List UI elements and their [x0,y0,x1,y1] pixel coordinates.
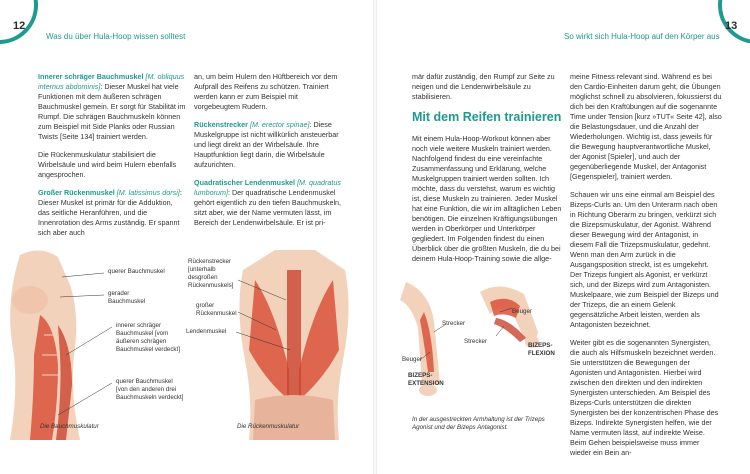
paragraph-text: : Dieser Muskel ist primär für die Adduktion, das seitliche Heranführen, und die Innenrotation des Arms zuständig. Er spannt sich aber auch [38,188,182,237]
term: Rückenstrecker [194,120,248,129]
right-page [376,0,750,474]
text-column-1 [412,72,562,272]
left-page [0,0,374,474]
paragraph: meine Fitness relevant sind. Während es bei den Cardio-Einheiten darum geht, die Übungen möglichst schnell zu absolvieren, fokussierst du dich bei den Kraftübungen auf die sogenannte Time under Tension [kurz »TUT« Seite 42], also die Belastungsdauer, und die Anzahl der Wiederholungen. Wichtig ist, dass jeweils für die Bewegung hauptverantwortliche Muskel, der Agonist [Spieler], und auch der gegenüberliegende Muskel, der Antagonist [Gegenspieler], trainiert werden. [570,72,722,181]
paragraph-text: : Diese Muskelgruppe ist nicht willkürlich ansteuerbar und liegt direkt an der Wirbelsäule. Ihre Hauptfunktion liegt darin, die Wirbelsäule aufzurichten. [194,120,339,169]
term: Großer Rückenmuskel [38,188,115,197]
latin-term: [M. quadratus lumborum] [194,178,342,197]
figure-label: Beuger [512,308,532,315]
latin-term: [M. obliquus internus abdominis] [38,72,185,91]
figure-label: BIZEPS-EXTENSION [408,372,444,387]
figure-caption: Die Bauchmuskulatur [40,423,99,430]
paragraph: Schauen wir uns eine einmal am Beispiel des Bizeps-Curls an. Um den Unterarm nach oben in Richtung Oberarm zu bringen, verkürzt sich die Bizepsmuskulatur, der Agonist. Während dieser Bewegung wird der Antagonist, in diesem Fall die Trizepsmuskulatur, gedehnt. Wenn man den Arm zurück in die Ausgangsposition streckt, ist es umgekehrt. Der Trizeps fungiert als Agonist, er verkürzt sich, und der Bizeps wird zum Antagonisten. Muskelpaare, wie zum Beispiel der Bizeps und der Trizeps, die an einem Gelenk gegensätzliche Arbeit leisten, werden als Antagonisten bezeichnet. [570,190,719,329]
paragraph: Weiter gibt es die sogenannten Synergisten, die auch als Hilfsmuskeln bezeichnet werden. Sie unterstützen die Bewegungen der Agonisten und Antagonisten. Hierbei wird zwischen den direkten und den indirekten Synergisten unterschieden. Am Beispiel des Bizeps-Curls unterstützen die direkten Synergisten bei der konzentrischen Phase des Bizeps. Indirekte Synergisten helfen, wie der Name vermuten lässt, auf indirekte Weise. Beim Gehen beispielsweise muss immer wieder ein Bein an- [570,338,719,457]
figure-label: Rückenstrecker [unterhalb desgroßen Rückenmuskels] [188,258,234,289]
page-number: 13 [725,20,738,32]
latin-term: [M. latissimus dorsi] [116,188,180,197]
paragraph: Die Rückenmuskulatur stabilisiert die Wirbelsäule und wird beim Hulern ebenfalls angesprochen. [38,150,177,179]
section-heading: Mit dem Reifen trainieren [412,110,562,124]
figure-label: querer Bauchmuskel [von den anderen drei Bauchmuskeln verdeckt] [116,378,184,401]
figure-label: querer Bauchmuskel [108,268,165,275]
running-header: So wirkt sich Hula-Hoop auf den Körper aus [564,32,720,41]
figure-label: Strecker [464,338,488,345]
text-column-2 [570,72,722,466]
figure-label: großer Rückenmuskel [196,302,237,317]
paragraph: mär dafür zuständig, den Rumpf zur Seite zu neigen und die Lendenwirbelsäule zu stabilisieren. [412,72,555,101]
latin-term: [M. erector spinae] [249,120,310,129]
leader-lines [0,0,374,474]
figure-label: Lendenmuskel [186,328,227,335]
figure-label: gerader Bauchmuskel [108,290,146,305]
paragraph-text: : Der quadratische Lendenmuskel gehört eigentlich zu den tiefen Bauchmuskeln, sitzt aber, wie der Name vermuten lässt, im Bereich der Lendenwirbelsäule. Er ist pri- [194,188,342,227]
paragraph-text: : Dieser Muskel hat viele Funktionen mit dem äußeren schrägen Bauchmuskel gemein. Er sorgt für Stabilität im Rumpf. Die schrägen Bauchmuskeln können zum Beispiel mit Side Planks oder Russian Twists [Seite 134] trainiert werden. [38,82,186,141]
running-header: Was du über Hula-Hoop wissen solltest [46,32,186,41]
term: Quadratischer Lendenmuskel [194,178,296,187]
term: Innerer schräger Bauchmuskel [38,72,144,81]
figure-label: innerer schräger Bauchmuskel [vom äußeren schrägen Bauchmuskel verdeckt] [116,322,180,353]
paragraph: Mit einem Hula-Hoop-Workout können aber noch viele weitere Muskeln trainiert werden. Nachfolgend findest du eine vereinfachte Zusammenfassung und Erklärung, welche Muskelgruppen trainiert werden sollten. Ich möchte, dass du verstehst, warum es wichtig ist, diese Muskeln zu trainieren. Jeder Muskel hat eine Funktion, die wir im alltäglichen Leben benötigen. Die einzelnen Kräftigungsübungen werden in Oberkörper und Unterkörper gegliedert. Im Folgenden findest du einen Überblick über die größten Muskeln, die du bei deinem Hula-Hoop-Training sowie die allge- [412,134,562,263]
figure-label: BIZEPS-FLEXION [528,342,555,357]
page-number: 12 [13,20,26,32]
figure-label: Strecker [442,320,466,327]
figure-label: Beuger [402,356,422,363]
figure-caption: Die Rückenmuskulatur [237,423,300,430]
paragraph: an, um beim Hulern den Hüftbereich vor dem Aufprall des Reifens zu schützen. Trainiert werden kann er zum Beispiel mit vorgebeugtem Rudern. [194,72,338,111]
figure-caption: In der ausgestreckten Armhaltung ist der Trizeps Agonist und der Bizeps Antagonist. [412,416,545,431]
